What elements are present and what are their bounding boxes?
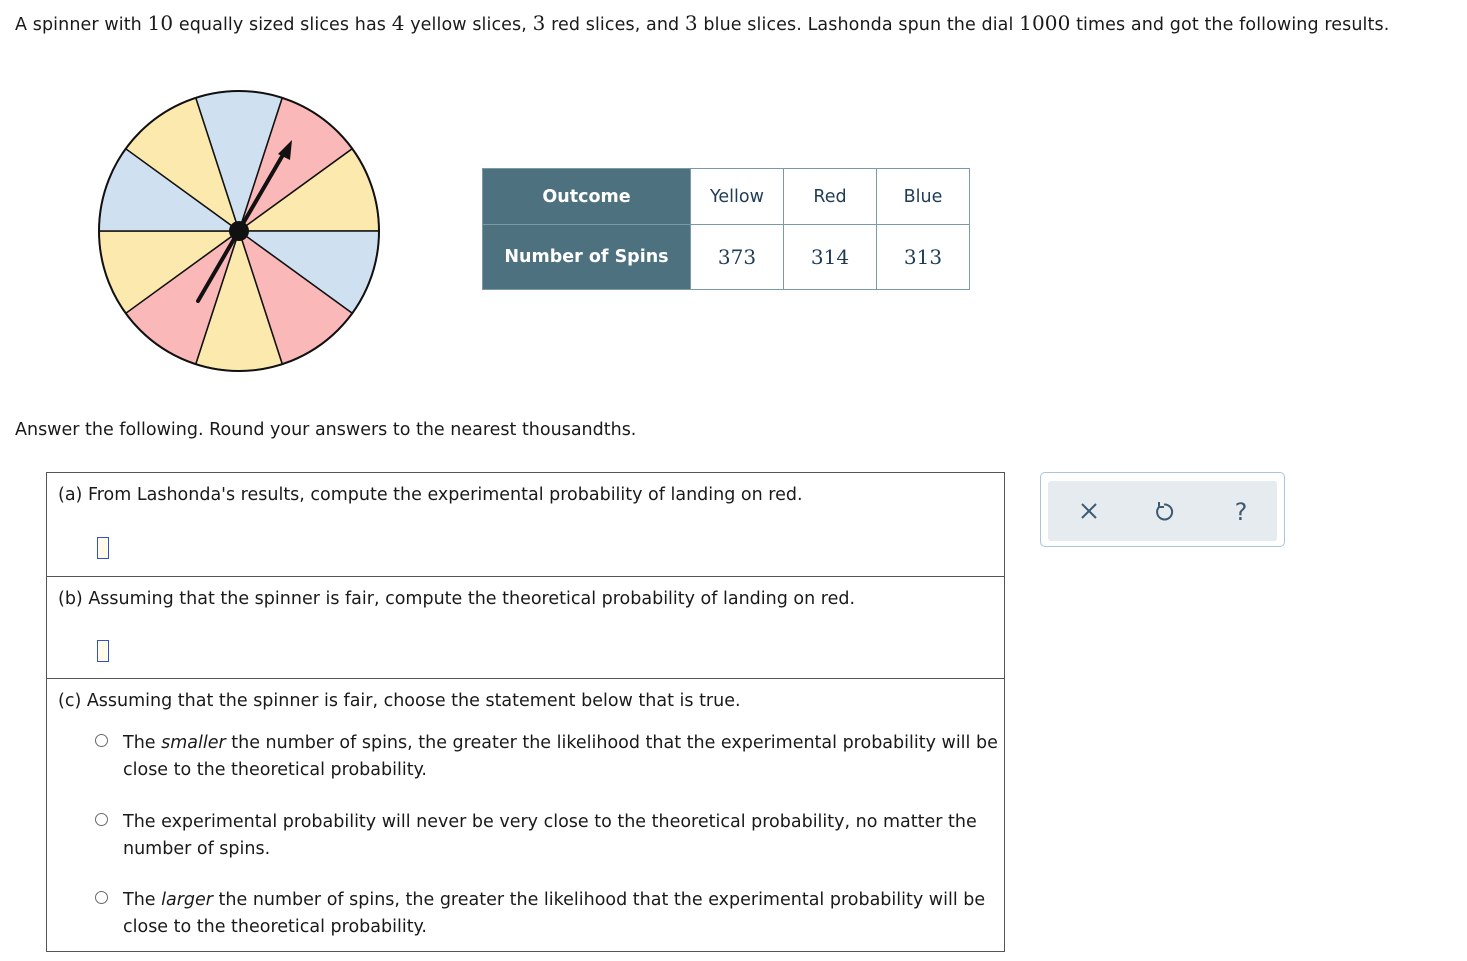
outcome-row <box>483 169 970 225</box>
spins-blue: 313 <box>877 225 970 290</box>
part-a <box>47 473 1004 577</box>
clear-button[interactable] <box>1073 495 1105 527</box>
choice-emphasis: larger <box>161 890 213 910</box>
problem-text: yellow slices, <box>404 15 533 35</box>
problem-text: times and got the following results. <box>1070 15 1390 35</box>
slices-total: 10 <box>147 11 174 35</box>
problem-text: red slices, and <box>545 15 685 35</box>
blue-count: 3 <box>684 11 698 35</box>
part-b-prompt: (b) Assuming that the spinner is fair, compute the theoretical probability of landing on red. <box>58 589 856 609</box>
undo-button[interactable] <box>1148 495 1180 527</box>
outcome-red: Red <box>784 169 877 225</box>
spins-header: Number of Spins <box>483 225 691 290</box>
spinner-wheel <box>96 88 386 378</box>
yellow-count: 4 <box>391 11 405 35</box>
part-c-prompt: (c) Assuming that the spinner is fair, choose the statement below that is true. <box>58 691 741 711</box>
choice-emphasis: smaller <box>161 733 226 753</box>
choice-text-pre: The experimental probability will never be very close to the theoretical probability, no matter the number of spins. <box>123 812 977 859</box>
part-a-prompt: (a) From Lashonda's results, compute the experimental probability of landing on red. <box>58 485 803 505</box>
problem-text: blue slices. Lashonda spun the dial <box>697 15 1020 35</box>
choice-text-post: the number of spins, the greater the likelihood that the experimental probability will be close to the theoretical probability. <box>123 890 986 937</box>
choice-text-pre: The <box>123 733 162 753</box>
help-icon <box>1225 495 1257 527</box>
help-button[interactable] <box>1225 495 1257 527</box>
problem-text: A spinner with <box>15 15 148 35</box>
part-b-answer-input[interactable] <box>97 640 109 662</box>
outcome-blue: Blue <box>877 169 970 225</box>
question-panel <box>46 472 1005 952</box>
choice-label <box>123 809 1003 863</box>
spins-row <box>483 225 970 290</box>
radio-button[interactable] <box>95 813 108 826</box>
instruction-text: Answer the following. Round your answers to the nearest thousandths. <box>15 420 637 440</box>
choice-text-post: the number of spins, the greater the likelihood that the experimental probability will be close to the theoretical probability. <box>123 733 998 780</box>
help-glyph: ? <box>1234 498 1248 526</box>
part-a-answer-input[interactable] <box>97 537 109 559</box>
problem-statement <box>15 11 1389 35</box>
undo-icon <box>1148 495 1180 527</box>
red-count: 3 <box>532 11 546 35</box>
answer-toolbar <box>1040 472 1285 547</box>
close-icon <box>1073 495 1105 527</box>
spins-red: 314 <box>784 225 877 290</box>
spins-total: 1000 <box>1019 11 1071 35</box>
part-c <box>47 679 1004 951</box>
radio-button[interactable] <box>95 734 108 747</box>
problem-text: equally sized slices has <box>173 15 392 35</box>
outcome-header: Outcome <box>483 169 691 225</box>
spins-yellow: 373 <box>691 225 784 290</box>
choice-text-pre: The <box>123 890 162 910</box>
part-b <box>47 577 1004 679</box>
choice-label <box>123 730 1003 784</box>
outcome-yellow: Yellow <box>691 169 784 225</box>
spinner-hub <box>229 221 249 241</box>
results-table <box>482 168 970 290</box>
radio-button[interactable] <box>95 891 108 904</box>
choice-label <box>123 887 1003 941</box>
toolbar-inner <box>1048 481 1277 541</box>
